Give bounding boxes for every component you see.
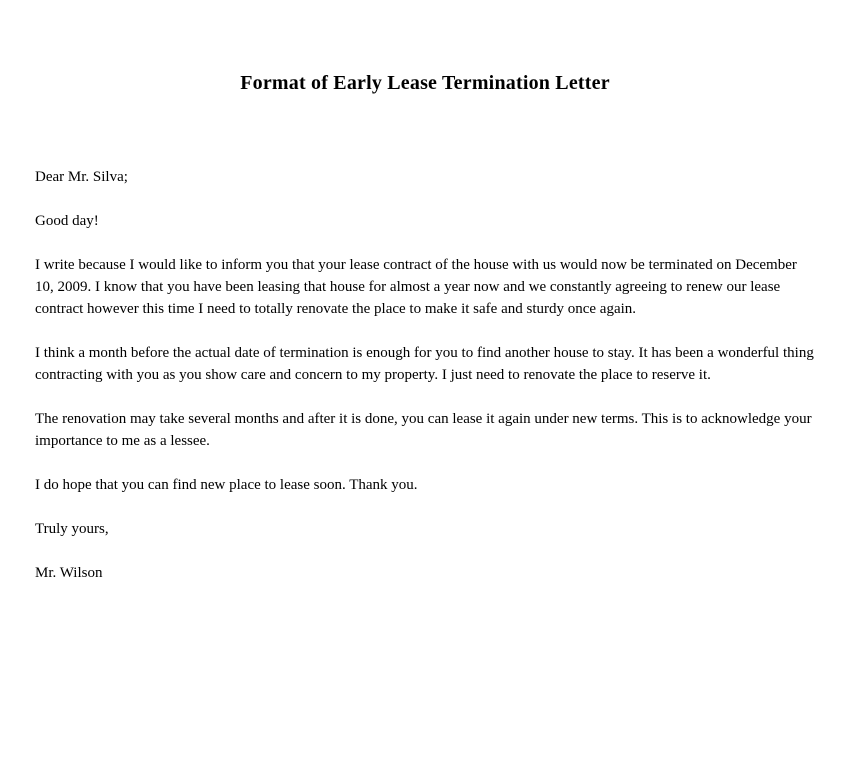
greeting: Good day! <box>35 213 99 229</box>
salutation: Dear Mr. Silva; <box>35 169 128 185</box>
paragraph-2: I think a month before the actual date of termination is enough for you to find another house to stay. It has been a wonderful thing contracting with you as you show care and concern to my property. I just need to renovate the place to reserve it. <box>35 345 814 383</box>
closing: Truly yours, <box>35 521 109 537</box>
paragraph-3: The renovation may take several months and after it is done, you can lease it again under new terms. This is to acknowledge your importance to me as a lessee. <box>35 411 812 449</box>
signature: Mr. Wilson <box>35 565 103 581</box>
paragraph-1: I write because I would like to inform you that your lease contract of the house with us would now be terminated on December 10, 2009. I know that you have been leasing that house for almost a year now and we constantly agreeing to renew our lease contract however this time I need to totally renovate the place to make it safe and sturdy once again. <box>35 257 797 317</box>
letter-body <box>35 166 817 606</box>
letter-title: Format of Early Lease Termination Letter <box>240 72 610 94</box>
paragraph-4: I do hope that you can find new place to lease soon. Thank you. <box>35 477 418 493</box>
